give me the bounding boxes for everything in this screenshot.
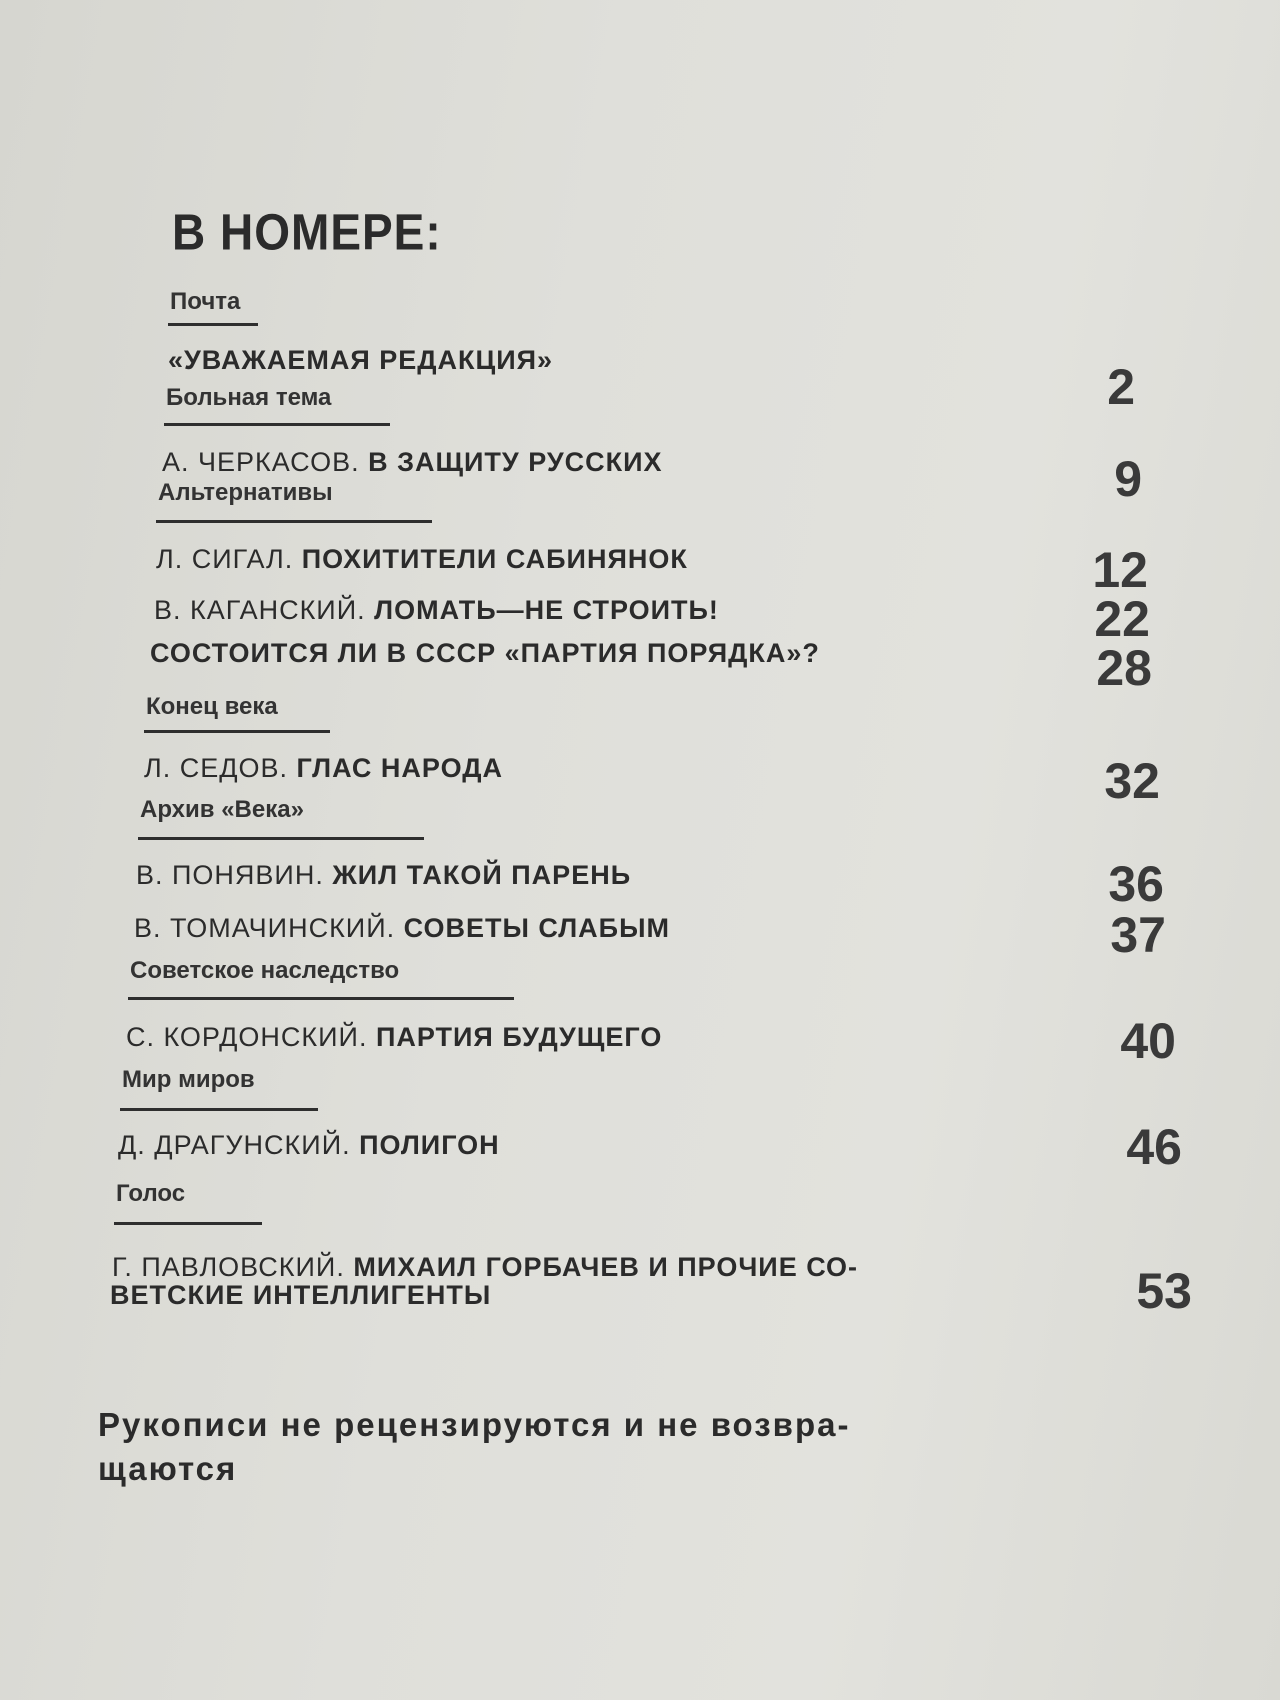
section-label: Голос bbox=[116, 1180, 186, 1207]
entry-author: Г. ПАВЛОВСКИЙ. bbox=[112, 1252, 354, 1282]
toc-entry[interactable] bbox=[112, 1252, 858, 1283]
toc-entry[interactable] bbox=[154, 595, 719, 626]
entry-author: А. ЧЕРКАСОВ. bbox=[162, 447, 369, 477]
section-rule bbox=[164, 423, 390, 426]
entry-title: ЖИЛ ТАКОЙ ПАРЕНЬ bbox=[332, 860, 632, 890]
section-rule bbox=[168, 323, 258, 326]
page-number: 28 bbox=[1096, 640, 1152, 696]
footer-note-line2: щаются bbox=[98, 1450, 238, 1487]
toc-entry[interactable] bbox=[162, 447, 663, 478]
entry-title: ПАРТИЯ БУДУЩЕГО bbox=[375, 1022, 663, 1052]
entry-author: В. ТОМАЧИНСКИЙ. bbox=[134, 913, 404, 943]
section-rule bbox=[128, 997, 514, 1000]
toc-entry[interactable] bbox=[150, 638, 820, 669]
entry-title-line2: ВЕТСКИЕ ИНТЕЛЛИГЕНТЫ bbox=[110, 1280, 492, 1310]
section-label: Конец века bbox=[146, 693, 278, 720]
entry-author: В. ПОНЯВИН. bbox=[136, 860, 333, 890]
section-rule bbox=[120, 1108, 318, 1111]
page-number: 53 bbox=[1136, 1263, 1192, 1319]
section-label: Архив «Века» bbox=[140, 796, 304, 823]
toc-entry[interactable] bbox=[126, 1022, 662, 1053]
page-number: 12 bbox=[1092, 542, 1148, 598]
page-number: 9 bbox=[1114, 451, 1142, 507]
page-number: 22 bbox=[1094, 591, 1150, 647]
entry-author: Д. ДРАГУНСКИЙ. bbox=[118, 1130, 360, 1160]
page-number: 2 bbox=[1107, 359, 1135, 415]
entry-author: Л. СЕДОВ. bbox=[144, 753, 297, 783]
entry-author: Л. СИГАЛ. bbox=[156, 544, 302, 574]
toc-entry[interactable] bbox=[144, 753, 503, 784]
section-rule bbox=[156, 520, 432, 523]
entry-author: С. КОРДОНСКИЙ. bbox=[126, 1022, 376, 1052]
entry-title: МИХАИЛ ГОРБАЧЕВ И ПРОЧИЕ СО- bbox=[353, 1252, 859, 1282]
page-number: 40 bbox=[1120, 1013, 1176, 1069]
entry-title: СОВЕТЫ СЛАБЫМ bbox=[403, 913, 671, 943]
toc-entry[interactable] bbox=[134, 913, 670, 944]
entry-title: В ЗАЩИТУ РУССКИХ bbox=[368, 447, 663, 477]
section-label: Больная тема bbox=[166, 384, 332, 411]
page-title: В НОМЕРЕ: bbox=[172, 203, 442, 261]
section-rule bbox=[114, 1222, 262, 1225]
page-number: 46 bbox=[1126, 1119, 1182, 1175]
toc-entry[interactable] bbox=[118, 1130, 500, 1161]
page-number: 36 bbox=[1108, 856, 1164, 912]
entry-title: «УВАЖАЕМАЯ РЕДАКЦИЯ» bbox=[168, 345, 554, 375]
section-label: Альтернативы bbox=[158, 479, 333, 506]
entry-title: ГЛАС НАРОДА bbox=[296, 753, 503, 783]
entry-title: ПОХИТИТЕЛИ САБИНЯНОК bbox=[301, 544, 688, 574]
entry-title: ПОЛИГОН bbox=[359, 1130, 500, 1160]
entry-author: В. КАГАНСКИЙ. bbox=[154, 595, 375, 625]
section-label: Почта bbox=[170, 288, 241, 315]
section-rule bbox=[138, 837, 424, 840]
section-rule bbox=[144, 730, 330, 733]
toc-entry[interactable] bbox=[136, 860, 631, 891]
toc-entry[interactable] bbox=[156, 544, 688, 575]
page-number: 32 bbox=[1104, 753, 1160, 809]
section-label: Советское наследство bbox=[130, 957, 400, 984]
footer-note-line1: Рукописи не рецензируются и не возвра- bbox=[98, 1406, 851, 1443]
entry-title: СОСТОИТСЯ ЛИ В СССР «ПАРТИЯ ПОРЯДКА»? bbox=[150, 638, 820, 668]
toc-entry-continuation bbox=[110, 1280, 491, 1311]
entry-title: ЛОМАТЬ—НЕ СТРОИТЬ! bbox=[374, 595, 719, 625]
toc-entry[interactable] bbox=[168, 345, 553, 376]
page-number: 37 bbox=[1110, 907, 1166, 963]
section-label: Мир миров bbox=[122, 1066, 255, 1093]
